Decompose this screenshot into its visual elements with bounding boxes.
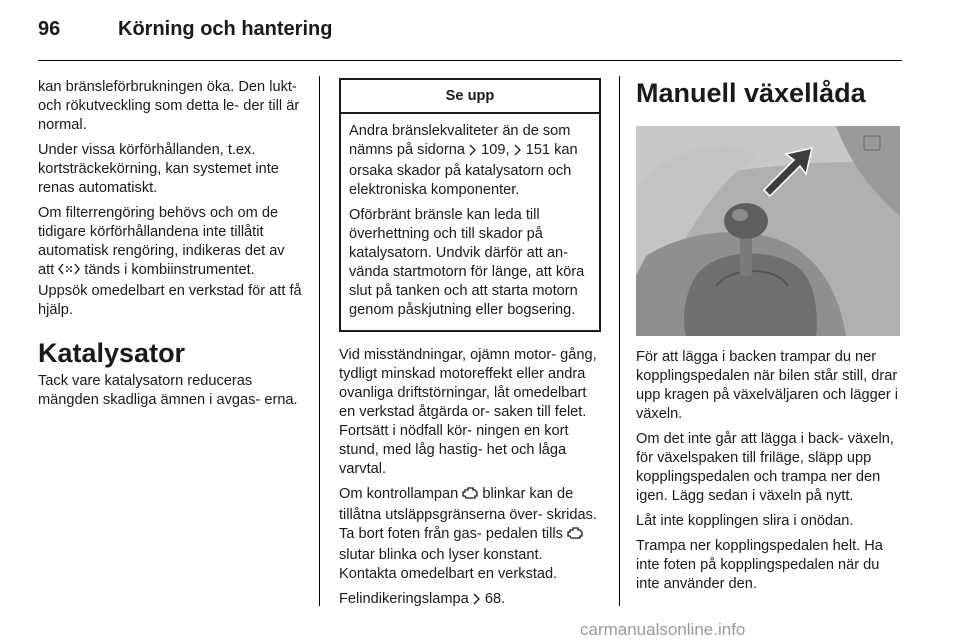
column-divider	[619, 76, 620, 606]
column-middle	[339, 78, 603, 617]
watermark: carmanualsonline.info	[580, 620, 746, 639]
text-run: tänds i kombiinstrumentet. Uppsök omedelbart en verkstad för att få hjälp.	[38, 262, 302, 318]
paragraph: För att lägga i backen trampar du ner kopplingspedalen när bilen står still, drar upp kragen på växelväljaren och lägger i växeln.	[636, 349, 899, 422]
page-reference[interactable]: 68	[484, 591, 502, 607]
section-title: Manuell växellåda	[636, 78, 866, 108]
paragraph: kan bränsleförbrukningen öka. Den lukt- och rökutveckling som detta le- der till är normal.	[38, 79, 300, 133]
paragraph: Tack vare katalysatorn reduceras mängden skadliga ämnen i avgas- erna.	[38, 373, 298, 408]
page-ref-arrow-icon	[514, 143, 522, 162]
text-run: slutar blinka och lyser konstant. Kontakta omedelbart en verkstad.	[339, 547, 558, 582]
text-run: ,	[505, 142, 514, 158]
header-rule	[38, 60, 902, 61]
paragraph: Under vissa körförhållanden, t.ex. kortsträckekörning, kan systemet inte renas automatiskt.	[38, 142, 279, 196]
text-run: Om filterrengöring behövs och om de tidigare körförhållandena inte tillåtit automatisk rengöring, indikeras det av att	[38, 205, 285, 278]
column-left	[38, 78, 304, 416]
text-run: Andra bränslekvaliteter än de som nämns på sidorna	[349, 123, 571, 158]
check-engine-icon	[462, 486, 478, 506]
text-run: kan orsaka skador på katalysatorn och elektroniska komponenter.	[349, 142, 578, 198]
section-title: Katalysator	[38, 338, 186, 368]
check-engine-icon	[567, 526, 583, 546]
column-right	[636, 78, 902, 108]
caution-box	[339, 78, 601, 332]
text-run: blinkar kan de tillåtna utsläppsgränserna över- skridas. Ta bort foten från gas- pedalen tills	[339, 486, 597, 542]
text-run: Felindikeringslampa	[339, 591, 473, 607]
page-reference[interactable]: 109	[481, 142, 506, 158]
caution-title: Se upp	[341, 80, 599, 114]
paragraph: Om det inte går att lägga i back- växeln, för växelspaken till friläge, släpp upp kopplingspedalen och trampa ner den igen. Lägg sedan i växeln på nytt.	[636, 431, 894, 504]
paragraph	[339, 485, 603, 584]
paragraph	[339, 590, 603, 611]
page-ref-arrow-icon	[469, 143, 477, 162]
gear-shifter-photo	[636, 126, 900, 336]
page-header	[38, 18, 918, 48]
particle-filter-warning-icon	[58, 262, 80, 282]
text-run: Om kontrollampan	[339, 486, 463, 502]
paragraph: Vid misständningar, ojämn motor- gång, tydligt minskad motoreffekt eller andra ovanliga driftstörningar, låt omedelbart en verkstad åtgärda or- saken till felet. Fortsätt i nödfall kör- ningen en kort stund, med låg hastig- het och låga varvtal.	[339, 347, 597, 477]
paragraph	[38, 204, 304, 320]
paragraph: Trampa ner kopplingspedalen helt. Ha inte foten på kopplingspedalen när du inte använder den.	[636, 538, 883, 592]
chapter-title: Körning och hantering	[118, 18, 333, 40]
caution-paragraph	[349, 122, 591, 200]
column-divider	[319, 76, 320, 606]
column-right-body	[636, 348, 902, 600]
caution-paragraph: Oförbränt bränsle kan leda till överhettning och till skador på katalysatorn. Undvik därför att an- vända startmotorn för länge, att köra slut på tanken och att starta motorn genom påskjutning eller bogsering.	[349, 207, 585, 318]
page-ref-arrow-icon	[473, 592, 481, 611]
paragraph: Låt inte kopplingen slira i onödan.	[636, 513, 854, 529]
text-run: .	[501, 591, 506, 607]
page-reference[interactable]: 151	[525, 142, 551, 158]
page-number: 96	[38, 18, 61, 40]
